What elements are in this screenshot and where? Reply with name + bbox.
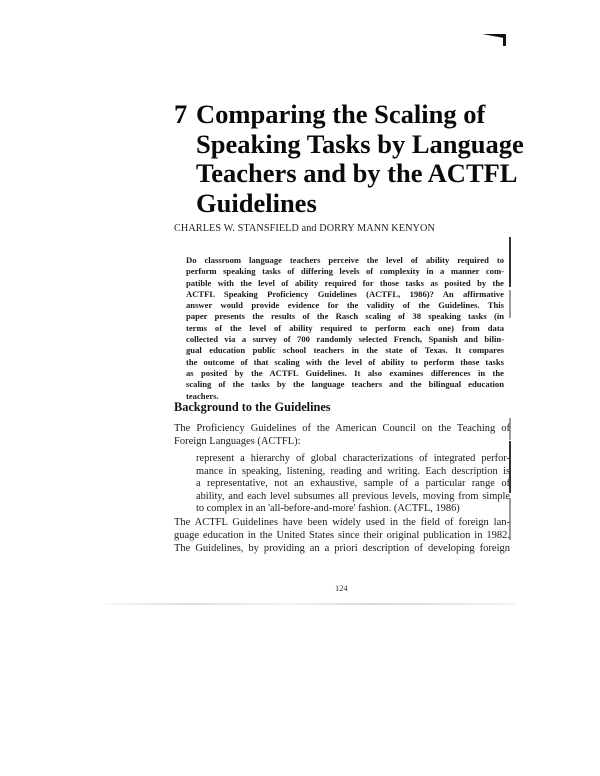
paragraph-line: The Guidelines, by providing an a priori description of developing foreign bbox=[174, 542, 510, 554]
scan-bleed-through bbox=[105, 603, 515, 605]
abstract-line: perform speaking tasks of differing levels of complexity in a manner com- bbox=[186, 266, 504, 277]
abstract-line: patible with the level of ability required for those tasks as posited by the bbox=[186, 277, 504, 288]
abstract-line: as posited by the ACTFL Guidelines. It also examines differences in the bbox=[186, 367, 504, 378]
abstract-line: paper presents the results of the Rasch scaling of 38 speaking tasks (in bbox=[186, 311, 504, 322]
quote-line: a representative, not an exhaustive, sample of a particular range of bbox=[196, 478, 510, 490]
abstract-line: answer would provide evidence for the validity of the Guidelines. This bbox=[186, 300, 504, 311]
quote-line: mance in speaking, listening, reading and writing. Each description is bbox=[196, 465, 510, 477]
abstract-line: Do classroom language teachers perceive the level of ability required to bbox=[186, 255, 504, 265]
abstract-line: collected via a survey of 700 randomly selected French, Spanish and bilin- bbox=[186, 334, 504, 345]
scan-corner-mark bbox=[482, 34, 504, 38]
abstract-line: teachers. bbox=[186, 390, 219, 401]
quote-line: to complex in an 'all-before-and-more' fashion. (ACTFL, 1986) bbox=[196, 503, 460, 515]
abstract-line: ACTFL Speaking Proficiency Guidelines (ACTFL, 1986)? An affirmative bbox=[186, 288, 504, 299]
paragraph-line: Foreign Languages (ACTFL): bbox=[174, 435, 301, 447]
quote-line: represent a hierarchy of global characterizations of integrated perfor- bbox=[196, 453, 510, 464]
chapter-title-line: Comparing the Scaling of bbox=[196, 99, 486, 129]
block-quote bbox=[196, 453, 510, 516]
section-heading: Background to the Guidelines bbox=[174, 400, 331, 414]
scan-edge-line bbox=[509, 237, 511, 287]
chapter-title-line: Guidelines bbox=[196, 187, 317, 218]
paragraph-line: The ACTFL Guidelines have been widely used in the field of foreign lan- bbox=[174, 517, 510, 528]
quote-line: ability, and each level subsumes all previous levels, moving from simple bbox=[196, 490, 510, 502]
abstract-line: gual education public school teachers in the state of Texas. It compares bbox=[186, 345, 504, 356]
chapter-title bbox=[174, 100, 534, 218]
authors: CHARLES W. STANSFIELD and DORRY MANN KENYON bbox=[174, 223, 435, 234]
scan-edge-line bbox=[509, 290, 511, 318]
scan-corner-mark-stem bbox=[503, 34, 506, 46]
chapter-number: 7 bbox=[174, 99, 188, 129]
chapter-title-line: Teachers and by the ACTFL bbox=[196, 158, 518, 188]
abstract-line: terms of the level of ability required to perform each one) from data bbox=[186, 322, 504, 333]
paragraph-line: The Proficiency Guidelines of the American Council on the Teaching of bbox=[174, 423, 510, 434]
abstract-line: the outcome of that scaling with the level of ability to perform those tasks bbox=[186, 356, 504, 367]
page-number: 124 bbox=[335, 583, 348, 593]
paragraph-line: guage education in the United States since their original publication in 1982. bbox=[174, 529, 510, 541]
abstract bbox=[186, 255, 504, 402]
chapter-title-line: Speaking Tasks by Language bbox=[196, 128, 524, 159]
abstract-line: scaling of the tasks by the language teachers and the bilingual education bbox=[186, 379, 504, 390]
body-paragraph bbox=[174, 517, 510, 555]
intro-paragraph bbox=[174, 423, 510, 449]
